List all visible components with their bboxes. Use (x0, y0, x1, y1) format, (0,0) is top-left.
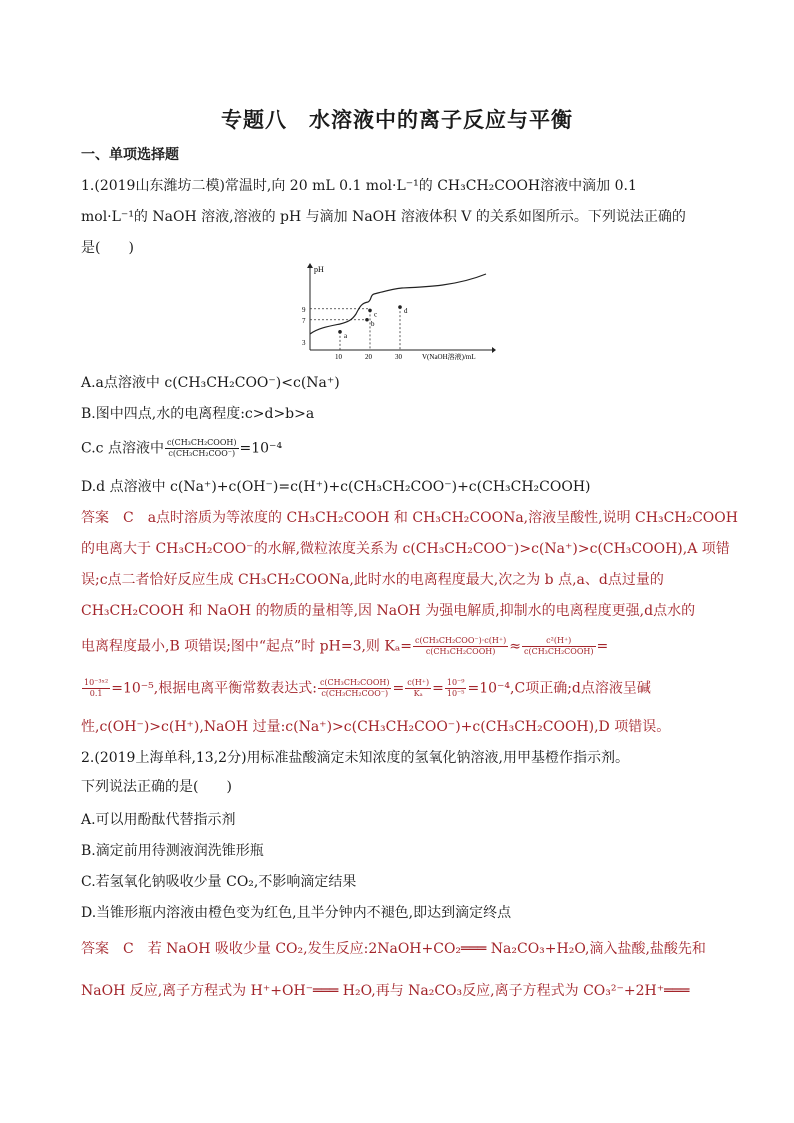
fraction-denominator: c(CH₃CH₂COOH) (523, 647, 594, 656)
q1-answer-line1: 答案 C a点时溶质为等浓度的 CH₃CH₂COOH 和 CH₃CH₂COONa,溶液呈酸性,说明 CH₃CH₂COOH (81, 510, 738, 526)
x-tick-label: 30 (395, 353, 402, 361)
y-tick-label: 7 (302, 316, 306, 325)
q2-option-d: D.当锥形瓶内溶液由橙色变为红色,且半分钟内不褪色,即达到滴定终点 (81, 905, 512, 921)
q1-answer-line2: 的电离大于 CH₃CH₂COO⁻的水解,微粒浓度关系为 c(CH₃CH₂COO⁻)>c(Na⁺)>c(CH₃COOH),A 项错 (81, 541, 730, 557)
q1-option-b: B.图中四点,水的电离程度:c>d>b>a (81, 406, 315, 422)
q1-option-c (81, 438, 282, 459)
q1-option-c-fraction (165, 438, 239, 459)
q2-option-b: B.滴定前用待测液润洗锥形瓶 (81, 843, 264, 859)
q2-answer-line2: NaOH 反应,离子方程式为 H⁺+OH⁻═══ H₂O,再与 Na₂CO₃反应,离子方程式为 CO₃²⁻+2H⁺═══ (81, 983, 690, 999)
section-heading: 一、单项选择题 (81, 147, 179, 163)
q1-answer-line6 (81, 678, 651, 699)
fraction-numerator: c(H⁺) (407, 678, 430, 687)
fraction-numerator: c(CH₃CH₂COOH) (166, 438, 237, 447)
q1-answer-line3: 误;c点二者恰好反应生成 CH₃CH₂COONa,此时水的电离程度最大,次之为 b 点,a、d点过量的 (81, 572, 664, 588)
q2-option-a: A.可以用酚酞代替指示剂 (81, 812, 236, 828)
y-tick-label: 9 (302, 305, 306, 314)
fraction-numerator: 10⁻³ˣ² (84, 678, 109, 687)
ph-curve (310, 274, 486, 334)
fraction-denominator: c(CH₃CH₂COO⁻) (168, 449, 236, 458)
fraction-denominator: Kₐ (413, 689, 423, 698)
q1-answer-line7: 性,c(OH⁻)>c(H⁺),NaOH 过量:c(Na⁺)>c(CH₃CH₂COO⁻)+c(CH₃CH₂COOH),D 项错误。 (81, 719, 671, 735)
q2-stem-line1: 2.(2019上海单科,13,2分)用标准盐酸滴定未知浓度的氢氧化钠溶液,用甲基橙作指示剂。 (81, 750, 629, 766)
y-axis-label: pH (314, 265, 324, 274)
fraction-denominator: 10⁻⁵ (446, 689, 465, 698)
fraction-numerator: 10⁻⁹ (446, 678, 465, 687)
x-tick-label: 10 (335, 353, 342, 361)
q1-stem-line1: 1.(2019山东潍坊二模)常温时,向 20 mL 0.1 mol·L⁻¹的 CH₃CH₂COOH溶液中滴加 0.1 (81, 178, 637, 194)
ka-fraction (413, 636, 508, 657)
answer-text: 电离程度最小,B 项错误;图中“起点”时 pH=3,则 Kₐ= (81, 638, 412, 655)
point-b (365, 318, 369, 322)
q2-option-c: C.若氢氧化钠吸收少量 CO₂,不影响滴定结果 (81, 874, 357, 890)
point-label-b: b (371, 319, 375, 328)
numeric-fraction (445, 678, 467, 699)
q1-option-c-prefix: C.c 点溶液中 (81, 440, 164, 457)
point-label-a: a (344, 331, 348, 340)
page-title: 专题八 水溶液中的离子反应与平衡 (221, 108, 573, 132)
fraction-denominator: 0.1 (89, 689, 103, 698)
ka-value-fraction (82, 678, 110, 699)
fraction-numerator: c(CH₃CH₂COO⁻)·c(H⁺) (414, 636, 507, 645)
q1-stem-line3: 是( ) (81, 240, 134, 256)
point-c (368, 309, 372, 313)
point-d (398, 305, 402, 309)
fraction-denominator: c(CH₃CH₂COOH) (425, 647, 496, 656)
point-label-c: c (374, 310, 378, 319)
q1-stem-line2: mol·L⁻¹的 NaOH 溶液,溶液的 pH 与滴加 NaOH 溶液体积 V 的关系如图所示。下列说法正确的 (81, 209, 686, 225)
fraction-denominator: c(CH₃CH₂COO⁻) (321, 689, 389, 698)
q1-option-d: D.d 点溶液中 c(Na⁺)+c(OH⁻)=c(H⁺)+c(CH₃CH₂COO⁻)+c(CH₃CH₂COOH) (81, 479, 591, 495)
q1-answer-line4: CH₃CH₂COOH 和 NaOH 的物质的量相等,因 NaOH 为强电解质,抑制水的电离程度更强,d点水的 (81, 603, 696, 619)
fraction-numerator: c²(H⁺) (522, 636, 596, 647)
point-label-d: d (404, 307, 408, 316)
equals-sign: = (596, 638, 609, 655)
ph-titration-chart (296, 262, 496, 362)
equals-sign: = (432, 680, 444, 697)
x-axis-label: V(NaOH溶液)/mL (422, 353, 476, 361)
q1-answer-line5 (81, 636, 608, 657)
answer-text: =10⁻⁴,C项正确;d点溶液呈碱 (467, 680, 651, 697)
fraction-numerator: c(CH₃CH₂COOH) (319, 678, 390, 687)
y-tick-label: 3 (302, 338, 306, 347)
q1-option-c-suffix: =10⁻⁴ (239, 440, 283, 457)
h-over-ka-fraction (405, 678, 431, 699)
point-a (338, 330, 342, 334)
answer-text: =10⁻⁵,根据电离平衡常数表达式: (111, 680, 317, 697)
q2-answer-line1: 答案 C 若 NaOH 吸收少量 CO₂,发生反应:2NaOH+CO₂═══ Na₂CO₃+H₂O,滴入盐酸,盐酸先和 (81, 941, 706, 957)
ka-approx-fraction (522, 636, 596, 657)
ratio-fraction (318, 678, 392, 699)
approx-sign: ≈ (509, 638, 521, 655)
equals-sign: = (392, 680, 405, 697)
q2-stem-line2: 下列说法正确的是( ) (81, 779, 232, 795)
q1-option-a: A.a点溶液中 c(CH₃CH₂COO⁻)<c(Na⁺) (81, 375, 340, 391)
x-tick-label: 20 (365, 353, 372, 361)
